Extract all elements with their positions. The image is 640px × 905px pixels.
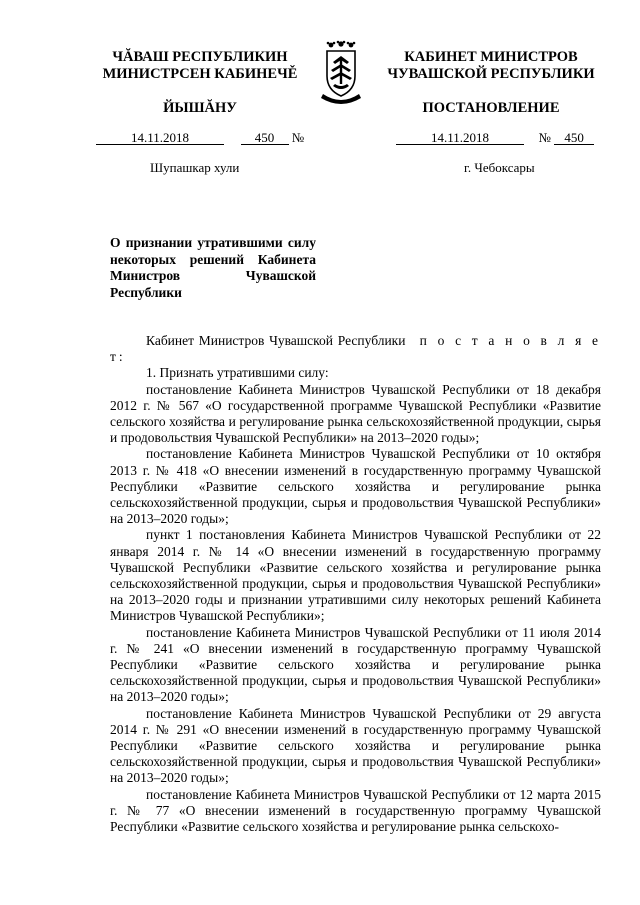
date-line-right	[396, 130, 594, 146]
body-paragraph: постановление Кабинета Министров Чувашской Республики от 29 августа 2014 г. № 291 «О внесении изменений в государственную программу Чувашской Республики «Развитие сельского хозяйства и регулирование рынка сельскохозяйственной продукции, сырья и продовольствия Чувашской Республики» на 2013–2020 годы»;	[110, 705, 601, 786]
doc-type-right: ПОСТАНОВЛЕНИЕ	[422, 100, 560, 116]
document-body	[110, 333, 601, 835]
date-line-left	[96, 130, 304, 146]
intro-paragraph	[110, 333, 601, 365]
coat-of-arms-emblem	[317, 40, 365, 106]
number-sign-left: №	[291, 130, 305, 145]
header-left-ministry	[90, 49, 310, 83]
body-paragraph: постановление Кабинета Министров Чувашской Республики от 18 декабря 2012 г. № 567 «О государственной программе Чувашской Республики «Развитие сельского хозяйства и регулирование рынка сельскохозяйственной продукции, сырья и продовольствия Чувашской Республики» на 2013–2020 годы»;	[110, 381, 601, 446]
header-left-line2: МИНИСТРСЕН КАБИНЕЧĚ	[102, 66, 298, 82]
date-right: 14.11.2018	[396, 131, 524, 145]
doc-type-left: ЙЫШĂНУ	[163, 100, 237, 116]
body-paragraph: постановление Кабинета Министров Чувашской Республики от 10 октября 2013 г. № 418 «О внесении изменений в государственную программу Чувашской Республики «Развитие сельского хозяйства и регулирование рынка сельскохозяйственной продукции, сырья и продовольствия Чувашской Республики» на 2013–2020 годы»;	[110, 446, 601, 527]
body-paragraph: постановление Кабинета Министров Чувашской Республики от 11 июля 2014 г. № 241 «О внесении изменений в государственную программу Чувашской Республики «Развитие сельского хозяйства и регулирование рынка сельскохозяйственной продукции, сырья и продовольствия Чувашской Республики» на 2013–2020 годы»;	[110, 624, 601, 705]
body-paragraph: постановление Кабинета Министров Чувашской Республики от 12 марта 2015 г. № 77 «О внесении изменений в государственную программу Чувашской Республики «Развитие сельского хозяйства и регулирование рынка сельскохо-	[110, 786, 601, 835]
number-right: 450	[554, 131, 594, 145]
intro-prefix: Кабинет Министров Чувашской Республики	[146, 333, 406, 348]
number-left: 450	[241, 131, 289, 145]
emblem-flowers-icon	[327, 41, 356, 48]
header-right-ministry	[378, 49, 604, 83]
item-1: 1. Признать утратившими силу:	[146, 365, 329, 381]
header-left-line1: ЧĂВАШ РЕСПУБЛИКИН	[112, 49, 288, 65]
place-left: Шупашкар хули	[150, 160, 240, 175]
place-right: г. Чебоксары	[464, 160, 535, 175]
header-right-line1: КАБИНЕТ МИНИСТРОВ	[404, 49, 578, 65]
body-paragraph: пункт 1 постановления Кабинета Министров Чувашской Республики от 22 января 2014 г. № 14 «О внесении изменений в государственную программу Чувашской Республики «Развитие сельского хозяйства и регулирование рынка сельскохозяйственной продукции, сырья и продовольствия Чувашской Республики» на 2013–2020 годы и признании утратившими силу некоторых решений Кабинета Министров Чувашской Республики»;	[110, 527, 601, 624]
document-title: О признании утратившими силу некоторых решений Кабинета Министров Чувашской Республики	[110, 235, 316, 300]
date-left: 14.11.2018	[96, 131, 224, 145]
intro-verb: п о с т а н о в л я е т:	[110, 333, 602, 365]
header-right-line2: ЧУВАШСКОЙ РЕСПУБЛИКИ	[387, 66, 595, 82]
number-sign-right: №	[538, 130, 551, 145]
